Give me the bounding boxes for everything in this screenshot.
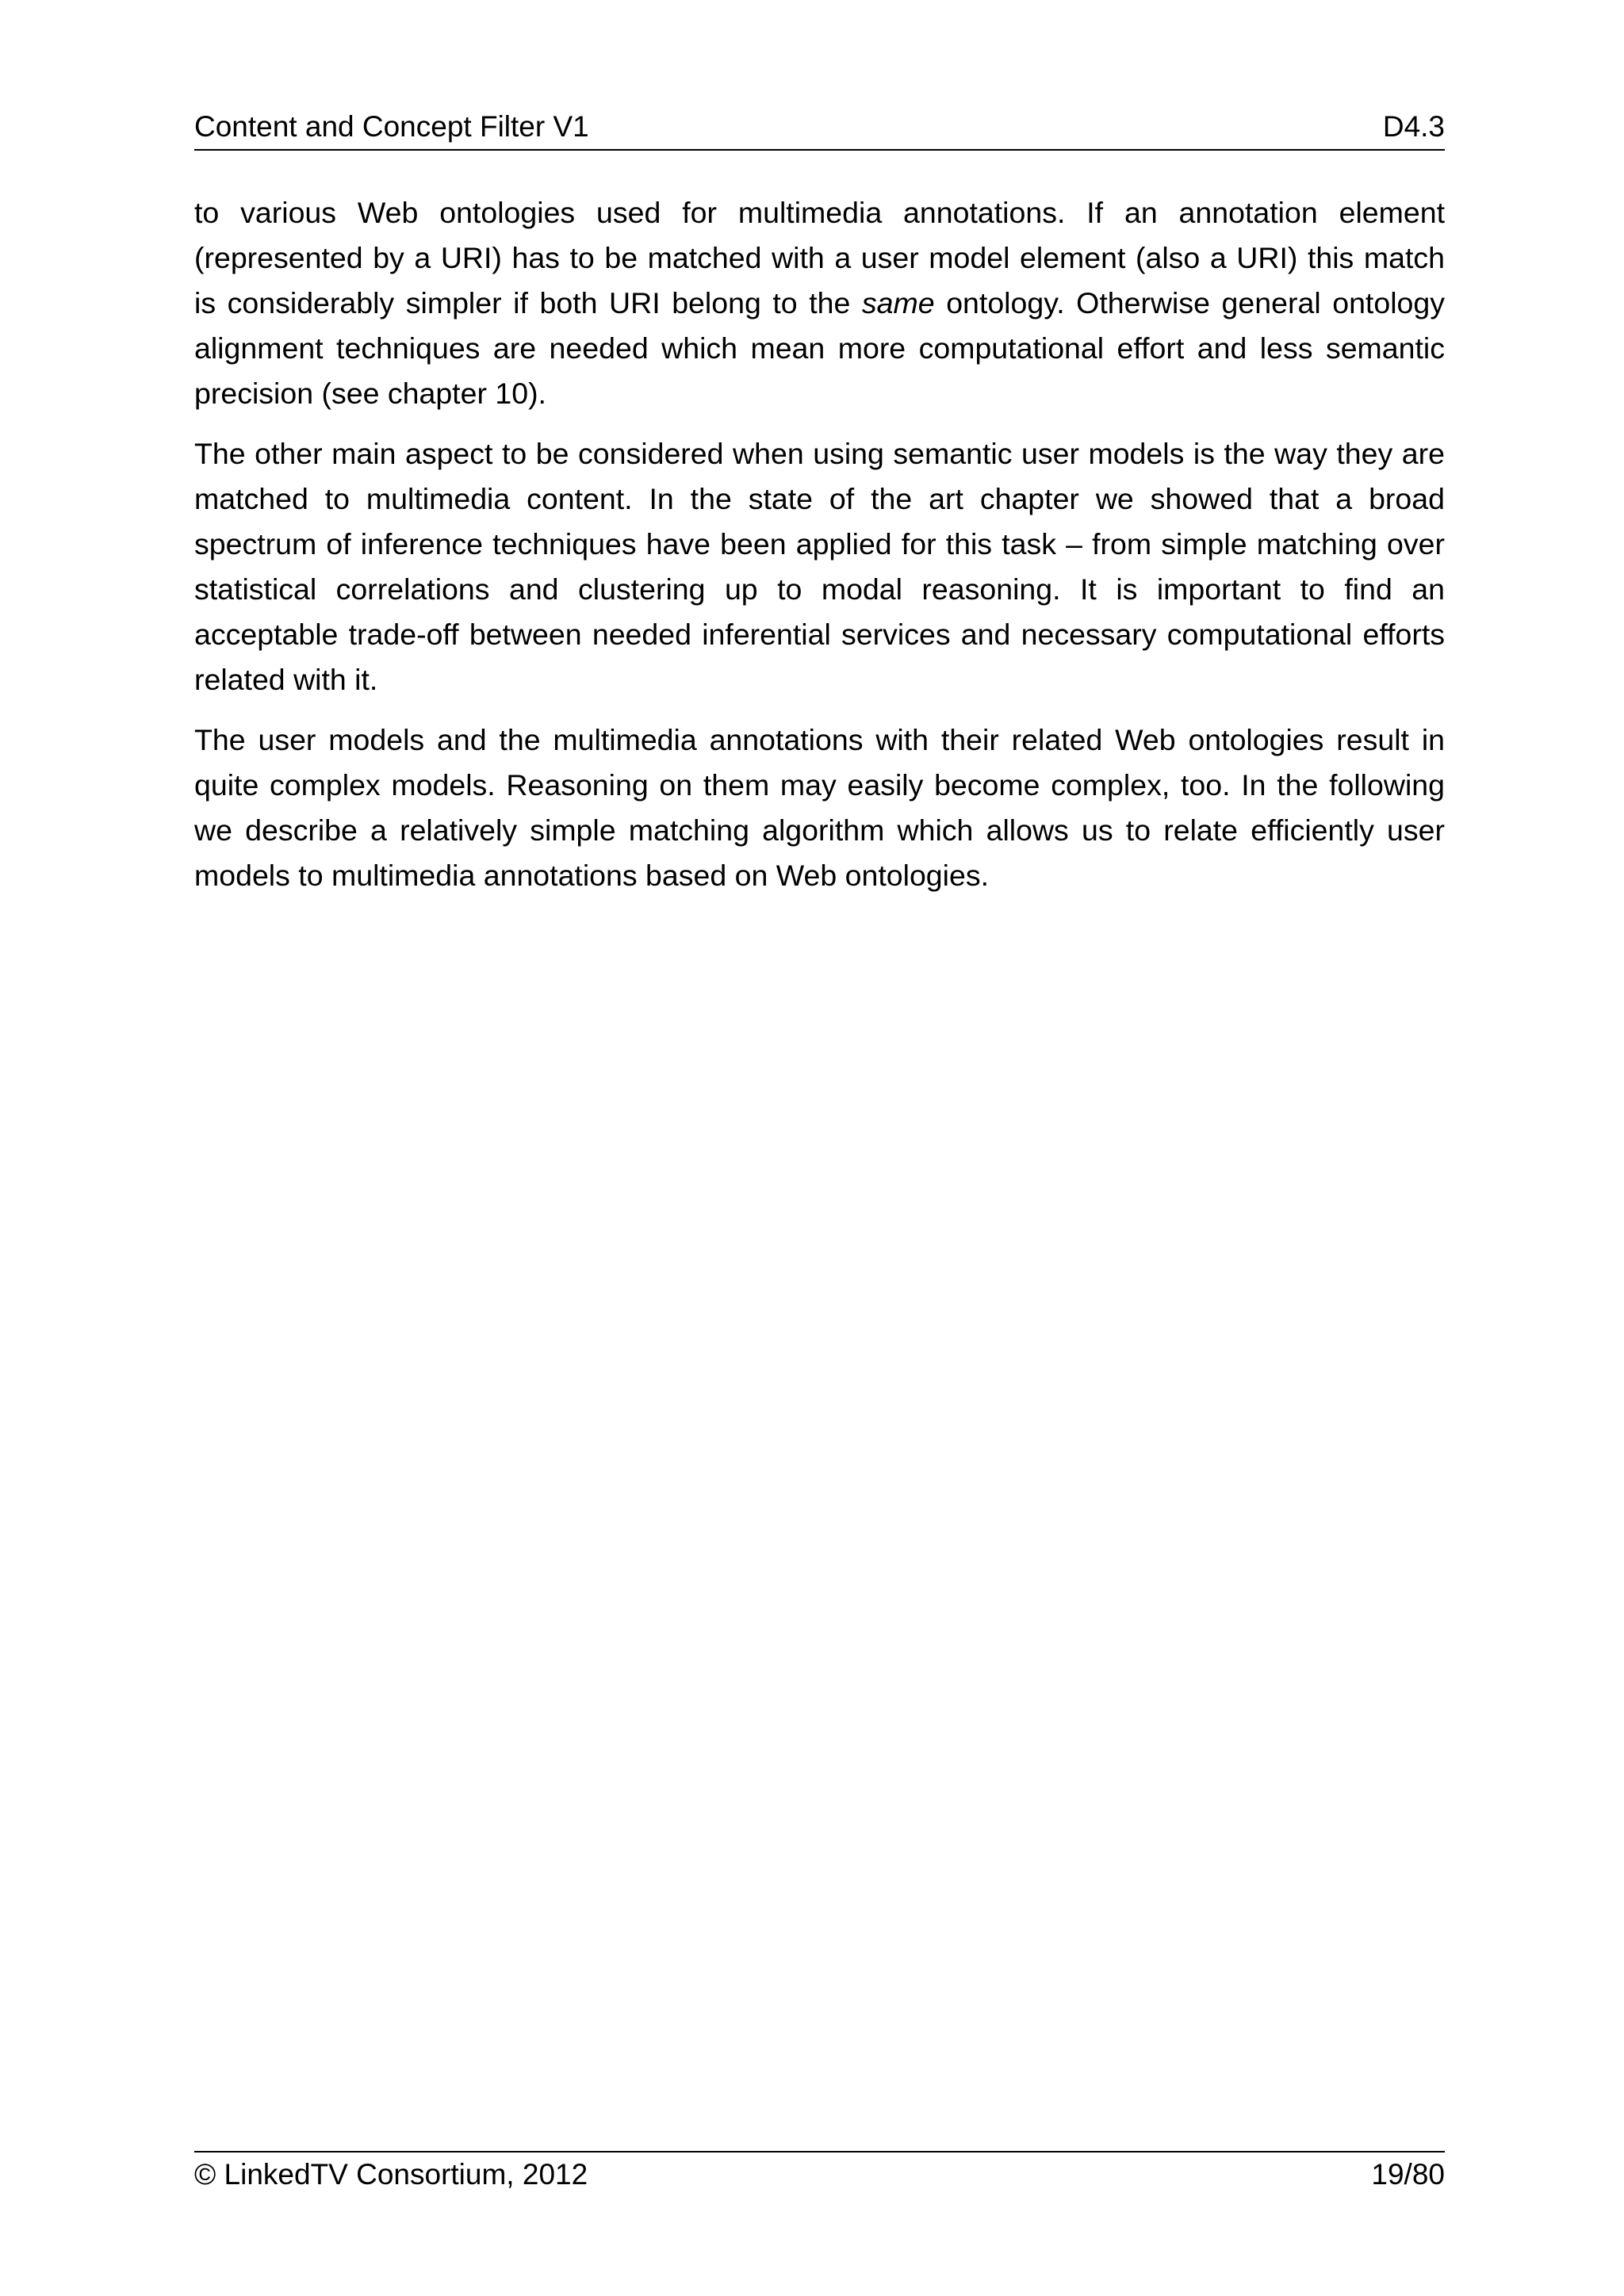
header-title: Content and Concept Filter V1 bbox=[194, 110, 589, 143]
header-doc-id: D4.3 bbox=[1382, 110, 1445, 143]
paragraph-1-part-1: to various Web ontologies used for multimedia annotations. If an annotation element (represented by a URI) has to be matched with a user model element (also a URI) this match is considerably simpler if both URI belong to the bbox=[194, 196, 1445, 320]
footer-copyright: © LinkedTV Consortium, 2012 bbox=[194, 2158, 588, 2191]
page-footer bbox=[194, 2151, 1445, 2194]
paragraph-1-part-2: ontology. Otherwise general ontology alignment techniques are needed which mean more computational effort and less semantic precision (see chapter 10). bbox=[194, 286, 1445, 410]
footer-page-number: 19/80 bbox=[1371, 2158, 1445, 2191]
paragraph-2: The other main aspect to be considered when using semantic user models is the way they are matched to multimedia content. In the state of the art chapter we showed that a broad spectrum of inference techniques have been applied for this task – from simple matching over statistical correlations and clustering up to modal reasoning. It is important to find an acceptable trade-off between needed inferential services and necessary computational efforts related with it. bbox=[194, 437, 1445, 696]
paragraph-3: The user models and the multimedia annotations with their related Web ontologies result in quite complex models. Reasoning on them may easily become complex, too. In the following we describe a relatively simple matching algorithm which allows us to relate efficiently user models to multimedia annotations based on Web ontologies. bbox=[194, 723, 1445, 892]
paragraph-1-emphasis: same bbox=[861, 286, 935, 320]
paragraph-1 bbox=[194, 190, 1445, 416]
page-header bbox=[194, 111, 1445, 151]
body-text bbox=[194, 190, 1445, 913]
